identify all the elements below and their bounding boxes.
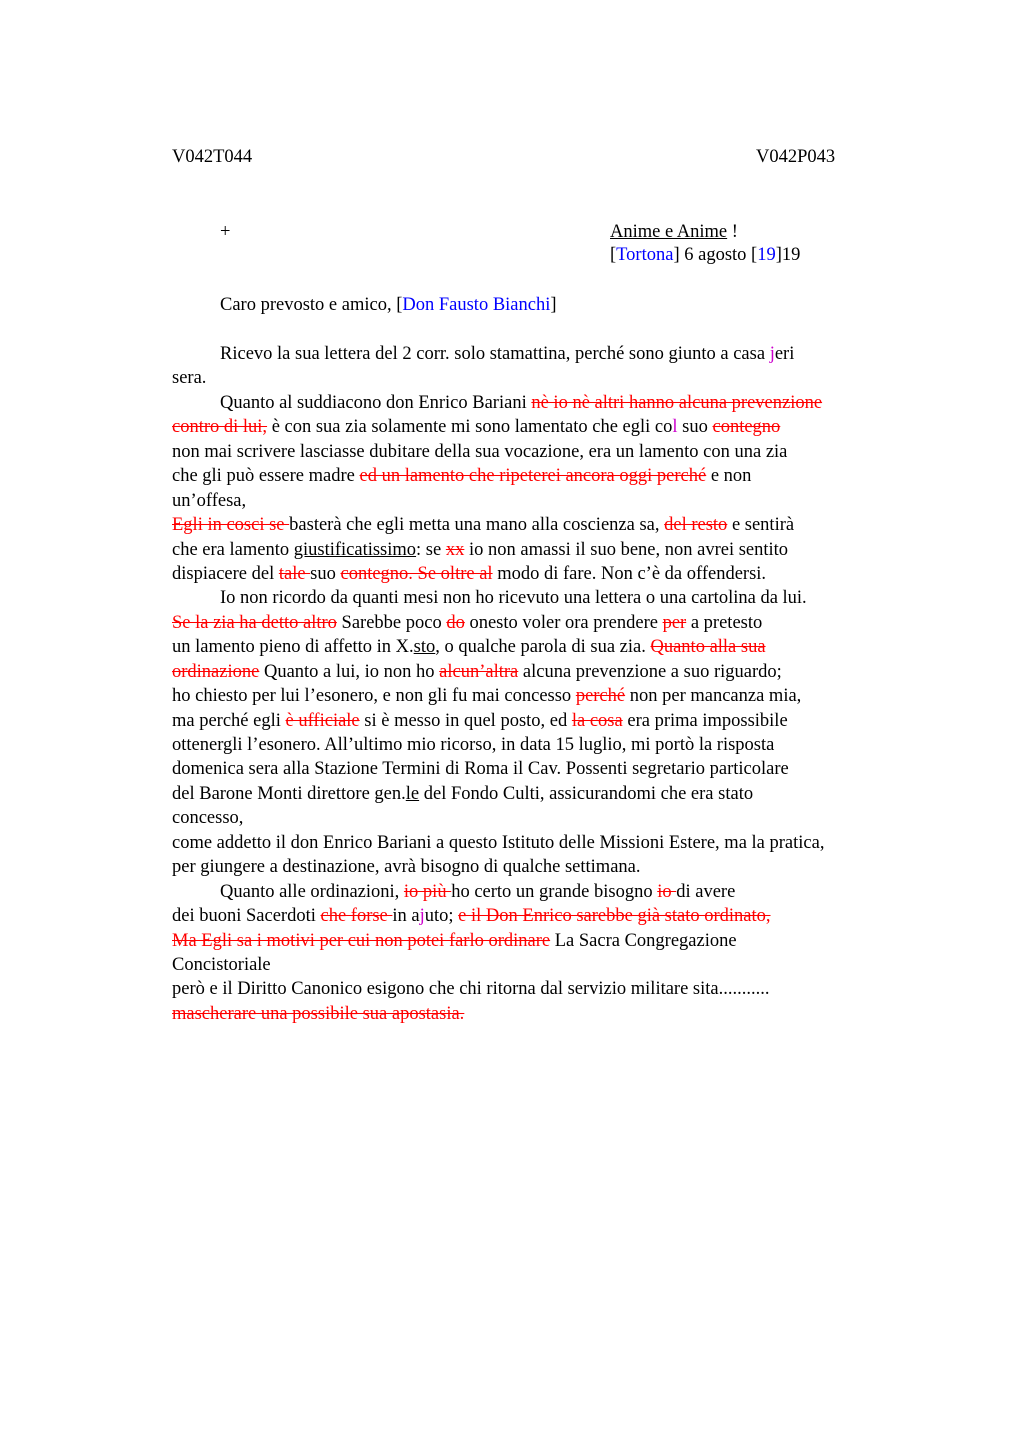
text-line — [172, 953, 932, 977]
text-segment: basterà che egli metta una mano alla coscienza sa, — [289, 515, 665, 536]
text-segment: suo — [310, 563, 341, 584]
text-segment: per giungere a destinazione, avrà bisogno di qualche settimana. — [172, 857, 641, 878]
text-segment: ma perché egli — [172, 710, 286, 731]
text-segment: non per mancanza mia, — [625, 686, 802, 707]
salutation — [220, 295, 557, 316]
deleted-text: Se la zia ha detto altro — [172, 612, 337, 633]
text-line — [172, 391, 932, 415]
text-line — [172, 342, 932, 366]
text-segment: era prima impossibile — [622, 710, 788, 731]
underlined-text: sto — [413, 637, 436, 658]
text-segment: ho chiesto per lui l’esonero, e non gli fu mai concesso — [172, 686, 576, 707]
deleted-text: contro di lui, — [172, 417, 268, 438]
text-segment: alcuna prevenzione a suo riguardo; — [518, 661, 782, 682]
text-line — [172, 489, 932, 513]
deleted-text: Ma Egli sa i motivi per cui non potei farlo ordinare — [172, 930, 551, 951]
text-segment: che era lamento — [172, 539, 294, 560]
deleted-text: ed un lamento che ripeterei ancora oggi perché — [359, 466, 707, 487]
motto-text: Anime e Anime — [610, 222, 728, 242]
text-segment: Quanto alle ordinazioni, — [220, 881, 404, 902]
text-segment: La Sacra Congregazione — [550, 930, 737, 951]
text-segment: : se — [416, 539, 446, 560]
text-segment: è con sua zia solamente mi sono lamentato che egli co — [267, 417, 673, 438]
text-line — [172, 709, 932, 733]
salutation-close: ] — [550, 295, 557, 315]
text-segment: Sarebbe poco — [336, 612, 447, 633]
text-segment: si è messo in quel posto, ed — [359, 710, 572, 731]
text-segment: e non — [706, 466, 752, 487]
text-line — [172, 635, 932, 659]
text-segment: che gli può essere madre — [172, 466, 360, 487]
text-line — [172, 440, 932, 464]
motto — [610, 222, 738, 243]
text-line — [172, 757, 932, 781]
text-line — [172, 782, 932, 806]
archive-code-right: V042P043 — [756, 147, 836, 167]
deleted-text: io — [657, 881, 677, 902]
text-line — [172, 733, 932, 757]
text-line — [172, 660, 932, 684]
text-segment: suo — [677, 417, 713, 438]
deleted-text: ordinazione — [172, 661, 260, 682]
text-segment: e sentirà — [727, 515, 795, 536]
text-line — [172, 977, 932, 1001]
text-line — [172, 929, 932, 953]
text-line — [172, 586, 932, 610]
date-year: ]19 — [775, 245, 801, 265]
deleted-text: del resto — [664, 515, 728, 536]
text-segment: io non amassi il suo bene, non avrei sentito — [464, 539, 789, 560]
text-segment: però e il Diritto Canonico esigono che chi ritorna dal servizio militare sita........... — [172, 979, 770, 1000]
deleted-text: la cosa — [571, 710, 623, 731]
deleted-text: Quanto alla sua — [650, 637, 766, 658]
deleted-text: mascherare una possibile sua apostasia. — [172, 1003, 465, 1024]
text-line — [172, 513, 932, 537]
text-line — [172, 855, 932, 879]
deleted-text: alcun’altra — [439, 661, 519, 682]
text-line — [172, 366, 932, 390]
text-line — [172, 538, 932, 562]
text-segment: di avere — [676, 881, 736, 902]
deleted-text: perché — [575, 686, 626, 707]
text-segment: concesso, — [172, 808, 244, 829]
text-line — [172, 611, 932, 635]
underlined-text: giustificatissimo — [293, 539, 417, 560]
text-line — [172, 806, 932, 830]
archive-code-left: V042T044 — [172, 147, 253, 167]
correction-letter: j — [769, 344, 775, 364]
salutation-text: Caro prevosto e amico, [ — [220, 295, 403, 315]
date-line — [610, 245, 800, 266]
text-line — [172, 1002, 932, 1026]
correction-letter: l — [672, 417, 678, 438]
text-segment: dispiacere del — [172, 563, 279, 584]
text-line — [172, 464, 932, 488]
text-line — [172, 562, 932, 586]
text-segment: del Barone Monti direttore gen. — [172, 783, 406, 804]
deleted-text: che forse — [320, 906, 393, 927]
deleted-text: è ufficiale — [285, 710, 360, 731]
text-segment: , o qualche parola di sua zia. — [435, 637, 651, 658]
letter-body — [172, 342, 932, 1026]
underlined-text: le — [405, 783, 420, 804]
text-segment: in a — [392, 906, 420, 927]
text-line — [172, 880, 932, 904]
deleted-text: nè io nè altri hanno alcuna prevenzione — [531, 392, 823, 413]
text-segment: un’offesa, — [172, 490, 247, 511]
text-segment: sera. — [172, 368, 207, 389]
deleted-text: Egli in cosci se — [172, 515, 290, 536]
text-segment: Quanto a lui, io non ho — [259, 661, 440, 682]
text-segment: a pretesto — [686, 612, 763, 633]
text-line — [172, 415, 932, 439]
text-segment: modo di fare. Non c’è da offendersi. — [492, 563, 767, 584]
deleted-text: contegno — [712, 417, 781, 438]
deleted-text: per — [662, 612, 687, 633]
text-segment: del Fondo Culti, assicurandomi che era stato — [419, 783, 754, 804]
text-segment: domenica sera alla Stazione Termini di Roma il Cav. Possenti segretario particolare — [172, 759, 789, 780]
text-segment: eri — [774, 344, 795, 364]
date-day-month: ] 6 agosto [ — [673, 245, 758, 265]
recipient-name: Don Fausto Bianchi — [402, 295, 551, 315]
text-line — [172, 904, 932, 928]
deleted-text: do — [446, 612, 465, 633]
text-segment: onesto voler ora prendere — [464, 612, 663, 633]
text-segment: Io non ricordo da quanti mesi non ho ricevuto una lettera o una cartolina da lui. — [220, 588, 807, 609]
text-segment: uto; — [424, 906, 459, 927]
text-segment: Ricevo la sua lettera del 2 corr. solo stamattina, perché sono giunto a casa — [220, 344, 770, 364]
deleted-text: tale — [278, 563, 311, 584]
text-segment: non mai scrivere lasciasse dubitare della sua vocazione, era un lamento con una zia — [172, 441, 788, 462]
text-line — [172, 684, 932, 708]
motto-punct: ! — [727, 222, 738, 242]
date-bracket: [ — [610, 245, 617, 265]
text-segment: dei buoni Sacerdoti — [172, 906, 321, 927]
deleted-text: xx — [445, 539, 465, 560]
date-place: Tortona — [616, 245, 674, 265]
text-segment: Quanto al suddiacono don Enrico Bariani — [220, 392, 532, 413]
deleted-text: e il Don Enrico sarebbe già stato ordinato, — [458, 906, 771, 927]
text-segment: Concistoriale — [172, 954, 271, 975]
text-line — [172, 831, 932, 855]
text-segment: un lamento pieno di affetto in X. — [172, 637, 414, 658]
text-segment: ho certo un grande bisogno — [451, 881, 658, 902]
text-segment: ottenergli l’esonero. All’ultimo mio ricorso, in data 15 luglio, mi portò la risposta — [172, 735, 775, 755]
deleted-text: contegno. Se oltre al — [340, 563, 493, 584]
date-year-editorial: 19 — [757, 245, 776, 265]
text-segment: come addetto il don Enrico Bariani a questo Istituto delle Missioni Estere, ma la pratica, — [172, 832, 825, 853]
cross-mark: + — [220, 222, 231, 242]
correction-letter: j — [419, 906, 425, 927]
deleted-text: io più — [403, 881, 452, 902]
